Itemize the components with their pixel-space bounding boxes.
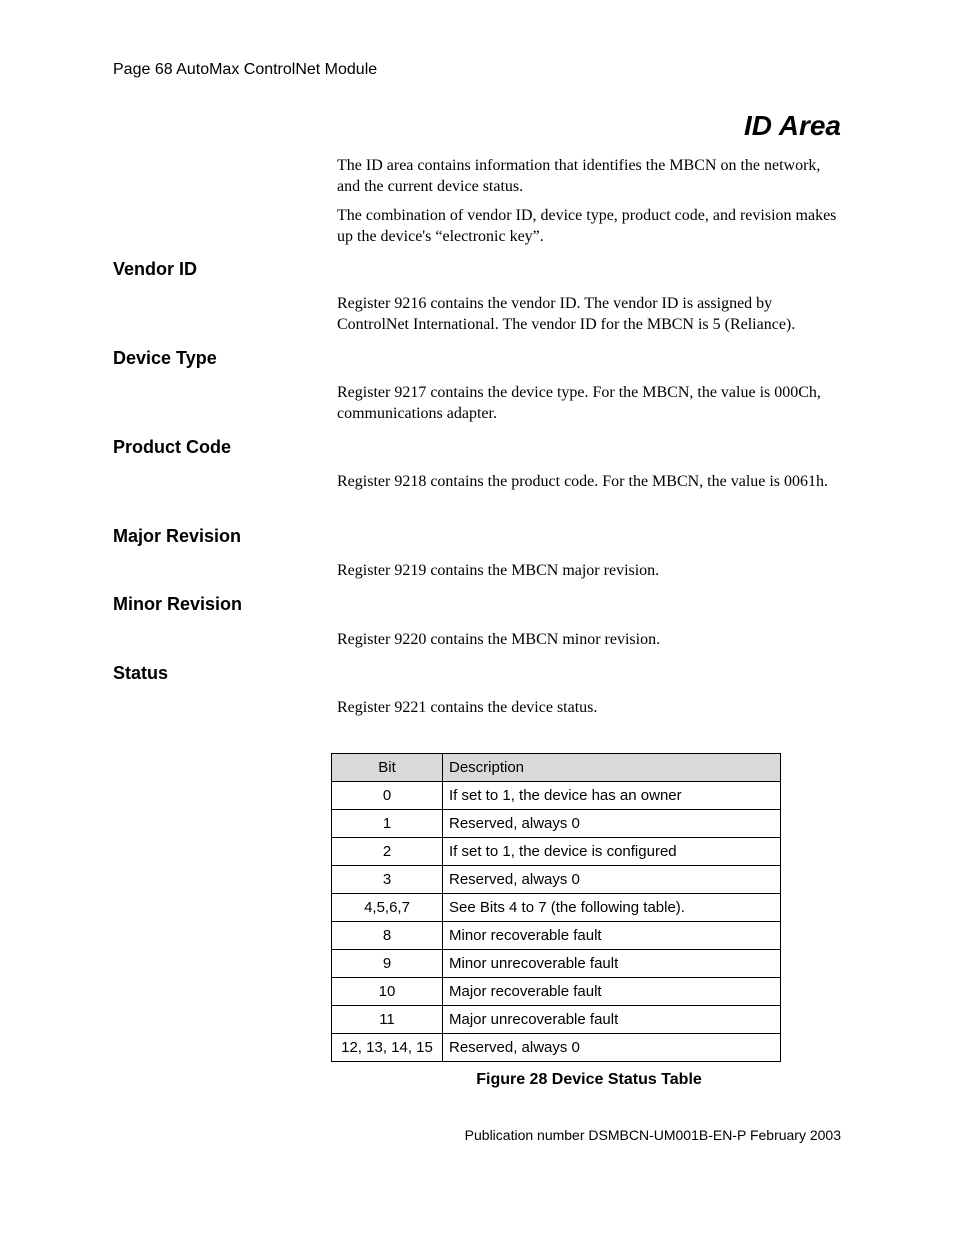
description-cell: Major unrecoverable fault <box>443 1006 781 1034</box>
page-footer: Publication number DSMBCN-UM001B-EN-P February 2003 <box>464 1127 841 1143</box>
table-row <box>332 1006 781 1034</box>
section-heading-status: Status <box>113 663 169 683</box>
table-row <box>332 1034 781 1062</box>
description-cell: If set to 1, the device has an owner <box>443 782 781 810</box>
bit-cell: 12, 13, 14, 15 <box>332 1034 443 1062</box>
description-cell: See Bits 4 to 7 (the following table). <box>443 894 781 922</box>
section-heading-major-revision: Major Revision <box>113 526 242 546</box>
bit-cell: 4,5,6,7 <box>332 894 443 922</box>
table-row <box>332 922 781 950</box>
section-text-minor-revision: Register 9220 contains the MBCN minor revision. <box>337 631 661 648</box>
table-header-row <box>332 754 781 782</box>
intro-paragraph: The combination of vendor ID, device type, product code, and revision makes up the device's “electronic key”. <box>337 207 837 245</box>
table-row <box>332 950 781 978</box>
description-cell: Minor recoverable fault <box>443 922 781 950</box>
bit-cell: 1 <box>332 810 443 838</box>
description-cell: If set to 1, the device is configured <box>443 838 781 866</box>
page-title: ID Area <box>743 110 841 141</box>
section-text-status: Register 9221 contains the device status. <box>337 699 598 716</box>
bit-cell: 10 <box>332 978 443 1006</box>
bit-cell: 3 <box>332 866 443 894</box>
table-row <box>332 894 781 922</box>
section-heading-device-type: Device Type <box>113 348 217 368</box>
description-cell: Reserved, always 0 <box>443 866 781 894</box>
column-header-bit: Bit <box>332 754 443 782</box>
section-text-major-revision: Register 9219 contains the MBCN major revision. <box>337 562 660 579</box>
table-row <box>332 866 781 894</box>
bit-cell: 8 <box>332 922 443 950</box>
bit-cell: 2 <box>332 838 443 866</box>
description-cell: Major recoverable fault <box>443 978 781 1006</box>
page-header: Page 68 AutoMax ControlNet Module <box>113 61 378 78</box>
section-text-vendor-id: Register 9216 contains the vendor ID. The vendor ID is assigned by ControlNet International. The vendor ID for the MBCN is 5 (Reliance). <box>337 295 796 333</box>
section-text-product-code: Register 9218 contains the product code. For the MBCN, the value is 0061h. <box>337 473 829 490</box>
bit-cell: 9 <box>332 950 443 978</box>
table-row <box>332 978 781 1006</box>
table-row <box>332 810 781 838</box>
table-row <box>332 838 781 866</box>
table-caption: Figure 28 Device Status Table <box>476 1071 702 1088</box>
intro-paragraph: The ID area contains information that identifies the MBCN on the network, and the current device status. <box>337 157 821 195</box>
section-heading-vendor-id: Vendor ID <box>113 259 198 279</box>
bit-cell: 11 <box>332 1006 443 1034</box>
description-cell: Minor unrecoverable fault <box>443 950 781 978</box>
bit-cell: 0 <box>332 782 443 810</box>
description-cell: Reserved, always 0 <box>443 810 781 838</box>
device-status-table <box>331 753 781 1062</box>
section-heading-minor-revision: Minor Revision <box>113 594 243 614</box>
column-header-description: Description <box>443 754 781 782</box>
section-text-device-type: Register 9217 contains the device type. For the MBCN, the value is 000Ch, communications adapter. <box>337 384 821 422</box>
description-cell: Reserved, always 0 <box>443 1034 781 1062</box>
table-row <box>332 782 781 810</box>
section-heading-product-code: Product Code <box>113 437 232 457</box>
